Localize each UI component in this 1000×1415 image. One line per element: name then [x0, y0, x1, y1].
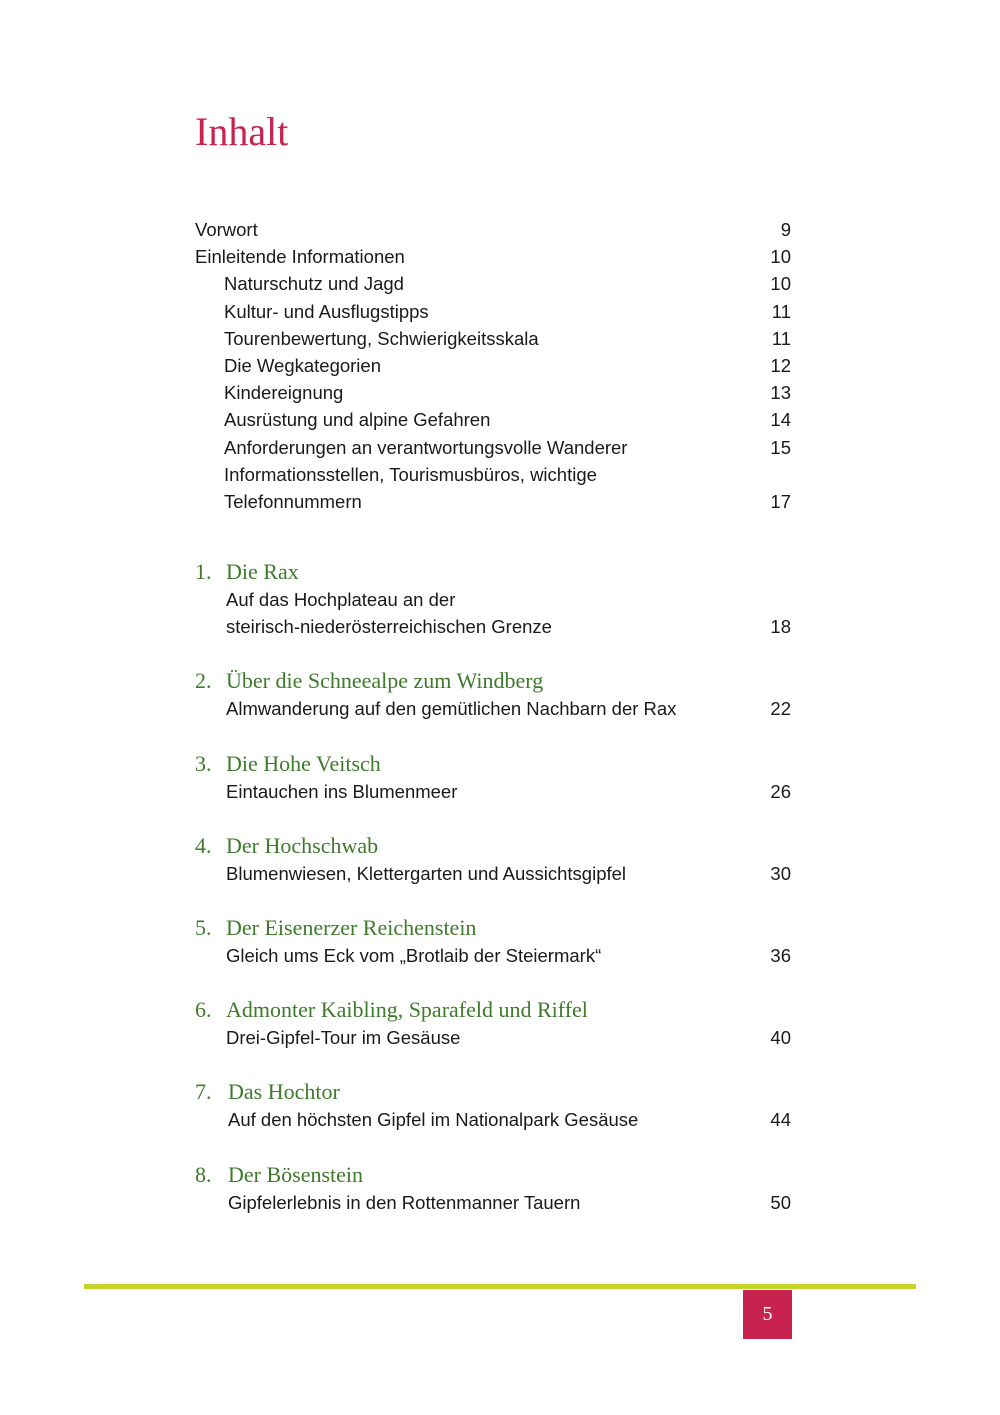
tour-subtitle: [195, 778, 791, 805]
tour-number: 7.: [195, 1079, 212, 1105]
table-of-contents: [195, 216, 791, 1243]
tour-subtitle-line: steirisch-niederösterreichischen Grenze: [226, 616, 552, 638]
tour-subtitle: [195, 1106, 791, 1133]
tour-subtitle: [195, 942, 791, 969]
tour-page: 50: [770, 1191, 791, 1213]
tour-subtitle-line: Gleich ums Eck vom „Brotlaib der Steiermark“: [226, 945, 602, 967]
tour-title-text: Der Bösenstein: [228, 1161, 364, 1187]
toc-entry-page: 15: [770, 436, 791, 458]
toc-entry: [195, 243, 791, 270]
tour-title-text: Über die Schneealpe zum Windberg: [226, 668, 544, 694]
toc-entry-text: Vorwort: [195, 219, 258, 240]
tour-title-text: Admonter Kaibling, Sparafeld und Riffel: [226, 997, 588, 1023]
tour-title: [195, 667, 791, 695]
tour-page: 18: [770, 616, 791, 638]
toc-entry-page: 10: [770, 273, 791, 295]
tour-subtitle-line: Drei-Gipfel-Tour im Gesäuse: [226, 1027, 461, 1049]
toc-subentry: [195, 488, 791, 515]
tour-subtitle-line: Auf den höchsten Gipfel im Nationalpark Gesäuse: [228, 1109, 639, 1131]
toc-entry-text: Ausrüstung und alpine Gefahren: [224, 409, 491, 431]
tour-number: 1.: [195, 559, 212, 585]
tour-entry: [195, 914, 791, 969]
toc-subentry: [195, 406, 791, 433]
tour-entry: [195, 832, 791, 887]
tour-title: [195, 1161, 791, 1189]
tour-subtitle-line: Almwanderung auf den gemütlichen Nachbarn der Rax: [226, 698, 677, 720]
toc-entry-text: Naturschutz und Jagd: [224, 273, 404, 295]
tour-title-text: Das Hochtor: [228, 1079, 340, 1105]
tour-page: 36: [770, 945, 791, 967]
tour-subtitle-line: Blumenwiesen, Klettergarten und Aussichtsgipfel: [226, 862, 627, 884]
tour-page: 22: [770, 698, 791, 720]
toc-entry-text: Informationsstellen, Tourismusbüros, wichtige: [224, 463, 597, 485]
toc-entry-text: Tourenbewertung, Schwierigkeitsskala: [224, 327, 539, 349]
tour-page: 30: [770, 862, 791, 884]
tour-entry: [195, 667, 791, 722]
tour-title: [195, 1078, 791, 1106]
tour-subtitle: [195, 1024, 791, 1051]
toc-entry-page: 11: [771, 327, 791, 349]
tour-title: [195, 832, 791, 860]
toc-entry-page: 14: [770, 409, 791, 431]
tour-title-text: Der Eisenerzer Reichenstein: [226, 915, 477, 941]
toc-subentry: [195, 379, 791, 406]
tour-list: [195, 558, 791, 1216]
toc-entry: [195, 216, 791, 243]
toc-subentry: [195, 434, 791, 461]
tour-number: 5.: [195, 915, 212, 941]
tour-title: [195, 558, 791, 586]
page-number-badge: 5: [743, 1290, 792, 1339]
tour-subtitle-line: Gipfelerlebnis in den Rottenmanner Tauern: [228, 1191, 581, 1213]
tour-subtitle-line: Auf das Hochplateau an der: [226, 589, 456, 611]
tour-subtitle: [195, 613, 791, 640]
tour-entry: [195, 750, 791, 805]
footer-rule: [84, 1284, 916, 1289]
tour-subtitle: [195, 1189, 791, 1216]
toc-entry-page: 9: [780, 219, 791, 240]
tour-title-text: Die Hohe Veitsch: [226, 750, 381, 776]
toc-subentry: [195, 325, 791, 352]
toc-entry-text: Kindereignung: [224, 382, 344, 404]
toc-entry-text: Kultur- und Ausflugstipps: [224, 300, 429, 322]
tour-title-text: Der Hochschwab: [226, 832, 379, 858]
tour-title: [195, 996, 791, 1024]
toc-entry-page: 10: [770, 246, 791, 268]
toc-entry-text: Telefonnummern: [224, 490, 362, 512]
toc-subentry: [195, 352, 791, 379]
tour-page: 26: [770, 780, 791, 802]
toc-entry-page: 12: [770, 354, 791, 376]
tour-subtitle: [195, 695, 791, 722]
tour-number: 2.: [195, 668, 212, 694]
toc-subentry: [195, 298, 791, 325]
toc-entry-page: 13: [770, 382, 791, 404]
tour-page: 40: [770, 1027, 791, 1049]
tour-subtitle: [195, 586, 791, 613]
tour-entry: [195, 558, 791, 640]
tour-title: [195, 750, 791, 778]
page-title: Inhalt: [195, 109, 289, 154]
toc-entry-text: Die Wegkategorien: [224, 354, 381, 376]
tour-entry: [195, 996, 791, 1051]
intro-section: [195, 216, 791, 515]
tour-title-text: Die Rax: [226, 559, 299, 585]
tour-title: [195, 914, 791, 942]
toc-entry-text: Anforderungen an verantwortungsvolle Wanderer: [224, 436, 628, 458]
toc-entry-text: Einleitende Informationen: [195, 246, 405, 268]
toc-subentry: [195, 270, 791, 297]
tour-number: 6.: [195, 997, 212, 1023]
tour-page: 44: [770, 1109, 791, 1131]
tour-entry: [195, 1078, 791, 1133]
tour-number: 3.: [195, 750, 212, 776]
tour-number: 8.: [195, 1161, 212, 1187]
tour-subtitle: [195, 860, 791, 887]
toc-entry-page: 11: [771, 300, 791, 322]
tour-subtitle-line: Eintauchen ins Blumenmeer: [226, 780, 458, 802]
toc-subentry: [195, 461, 791, 488]
tour-number: 4.: [195, 832, 212, 858]
toc-entry-page: 17: [770, 490, 791, 512]
tour-entry: [195, 1161, 791, 1216]
